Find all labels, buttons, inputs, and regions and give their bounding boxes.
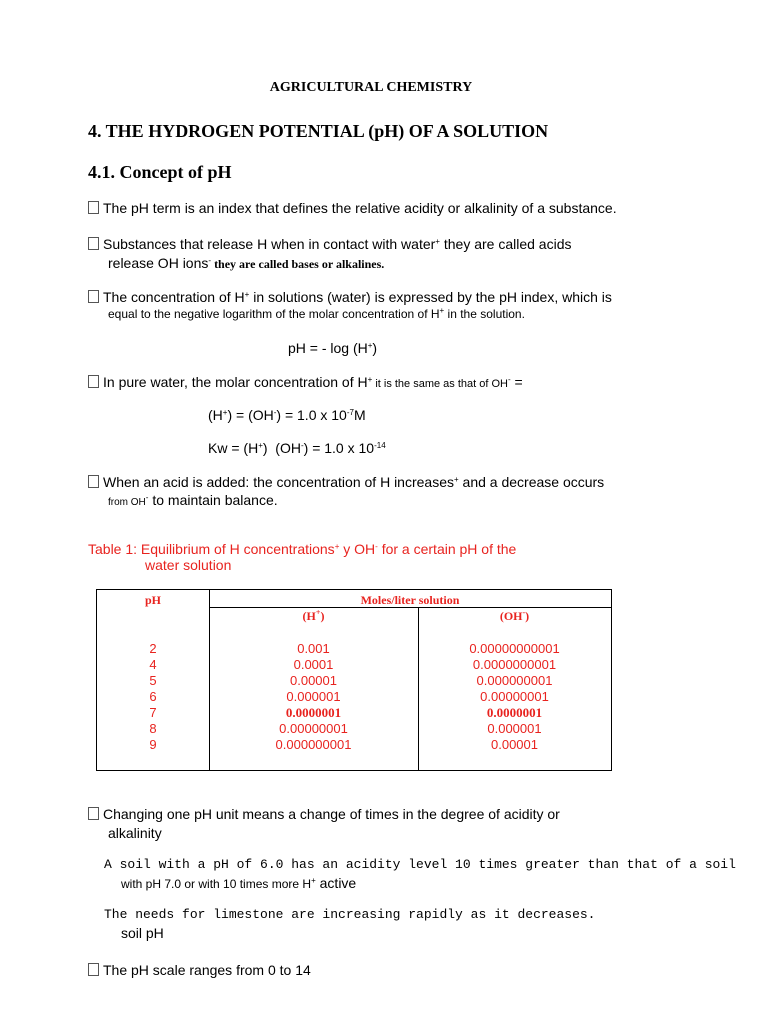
table-cell-ph: 7: [149, 705, 157, 720]
table-cell-ph: 2: [149, 641, 157, 656]
paragraph-alkalinity: alkalinity: [108, 825, 162, 841]
table-cell-ph: 5: [149, 673, 157, 688]
bullet-icon: [88, 475, 99, 488]
doc-title: AGRICULTURAL CHEMISTRY: [269, 80, 473, 95]
section-heading: 4. THE HYDROGEN POTENTIAL (pH) OF A SOLUTION: [88, 121, 549, 141]
table-caption-line2: water solution: [145, 557, 232, 573]
bullet-icon: [88, 237, 99, 250]
table-cell-oh: 0.00000000001: [469, 641, 560, 656]
table-cell-ph: 4: [149, 657, 157, 672]
bullet-icon: [88, 963, 99, 976]
table-caption: Table 1: Equilibrium of H concentrations+ y OH- for a certain pH of the: [88, 541, 517, 557]
formula-ph: pH = - log (H+): [288, 340, 378, 356]
table-cell-h: 0.000001: [286, 689, 341, 704]
table-subheader-h: (H+): [302, 608, 325, 623]
bullet-icon: [88, 807, 99, 820]
table-column-oh: [418, 641, 611, 753]
table-cell-oh: 0.0000000001: [472, 657, 557, 672]
table-cell-h: 0.00001: [290, 673, 337, 688]
table-header-ph: pH: [144, 593, 161, 607]
example-limestone-cont: soil pH: [121, 925, 164, 941]
paragraph-negative-log: equal to the negative logarithm of the molar concentration of H+ in the solution.: [108, 306, 525, 321]
table-cell-ph: 8: [149, 721, 157, 736]
paragraph-bases: release OH ions- they are called bases or alkalines.: [108, 255, 385, 271]
table-header-moles: Moles/liter solution: [360, 593, 460, 607]
paragraph-concentration: The concentration of H+ in solutions (water) is expressed by the pH index, which is: [88, 289, 612, 305]
table-cell-oh: 0.00001: [491, 737, 538, 752]
paragraph-ph-unit: Changing one pH unit means a change of times in the degree of acidity or: [88, 806, 560, 822]
example-soil-acidity: A soil with a pH of 6.0 has an acidity level 10 times greater than that of a soil: [104, 857, 736, 872]
paragraph-ph-term: The pH term is an index that defines the relative acidity or alkalinity of a substance.: [88, 200, 617, 216]
subsection-heading: 4.1. Concept of pH: [88, 162, 232, 182]
paragraph-ph-scale: The pH scale ranges from 0 to 14: [88, 962, 311, 978]
formula-concentration: (H+) = (OH-) = 1.0 x $10^{-7}M$: [208, 407, 366, 423]
table-subheader-oh: (OH-): [499, 608, 530, 623]
paragraph-pure-water: In pure water, the molar concentration of H+ it is the same as that of OH- =: [88, 374, 523, 390]
table-cell-h: 0.001: [297, 641, 330, 656]
table-cell-ph: 9: [149, 737, 157, 752]
table-cell-oh: 0.000000001: [476, 673, 553, 688]
table-column-ph: [97, 641, 209, 753]
example-soil-acidity-cont: with pH 7.0 or with 10 times more H+ active: [121, 875, 357, 891]
table-cell-oh: 0.0000001: [486, 705, 543, 720]
paragraph-acid-added: When an acid is added: the concentration of H increases+ and a decrease occurs: [88, 474, 604, 490]
table-cell-oh: 0.00000001: [480, 689, 549, 704]
equilibrium-table: [96, 589, 612, 771]
paragraph-balance: from OH- to maintain balance.: [108, 492, 278, 508]
paragraph-acids: Substances that release H when in contact with water+ they are called acids: [88, 236, 572, 252]
bullet-icon: [88, 201, 99, 214]
table-cell-h: 0.0000001: [285, 705, 342, 720]
bullet-icon: [88, 290, 99, 303]
table-cell-oh: 0.000001: [487, 721, 542, 736]
table-cell-h: 0.000000001: [275, 737, 352, 752]
table-cell-h: 0.0001: [293, 657, 334, 672]
formula-kw: Kw = (H+) (OH-) = 1.0 x $10^{-14}$: [208, 440, 386, 456]
table-cell-h: 0.00000001: [279, 721, 348, 736]
table-column-h: [209, 641, 418, 753]
example-limestone: The needs for limestone are increasing rapidly as it decreases.: [104, 907, 596, 922]
table-cell-ph: 6: [149, 689, 157, 704]
bullet-icon: [88, 375, 99, 388]
